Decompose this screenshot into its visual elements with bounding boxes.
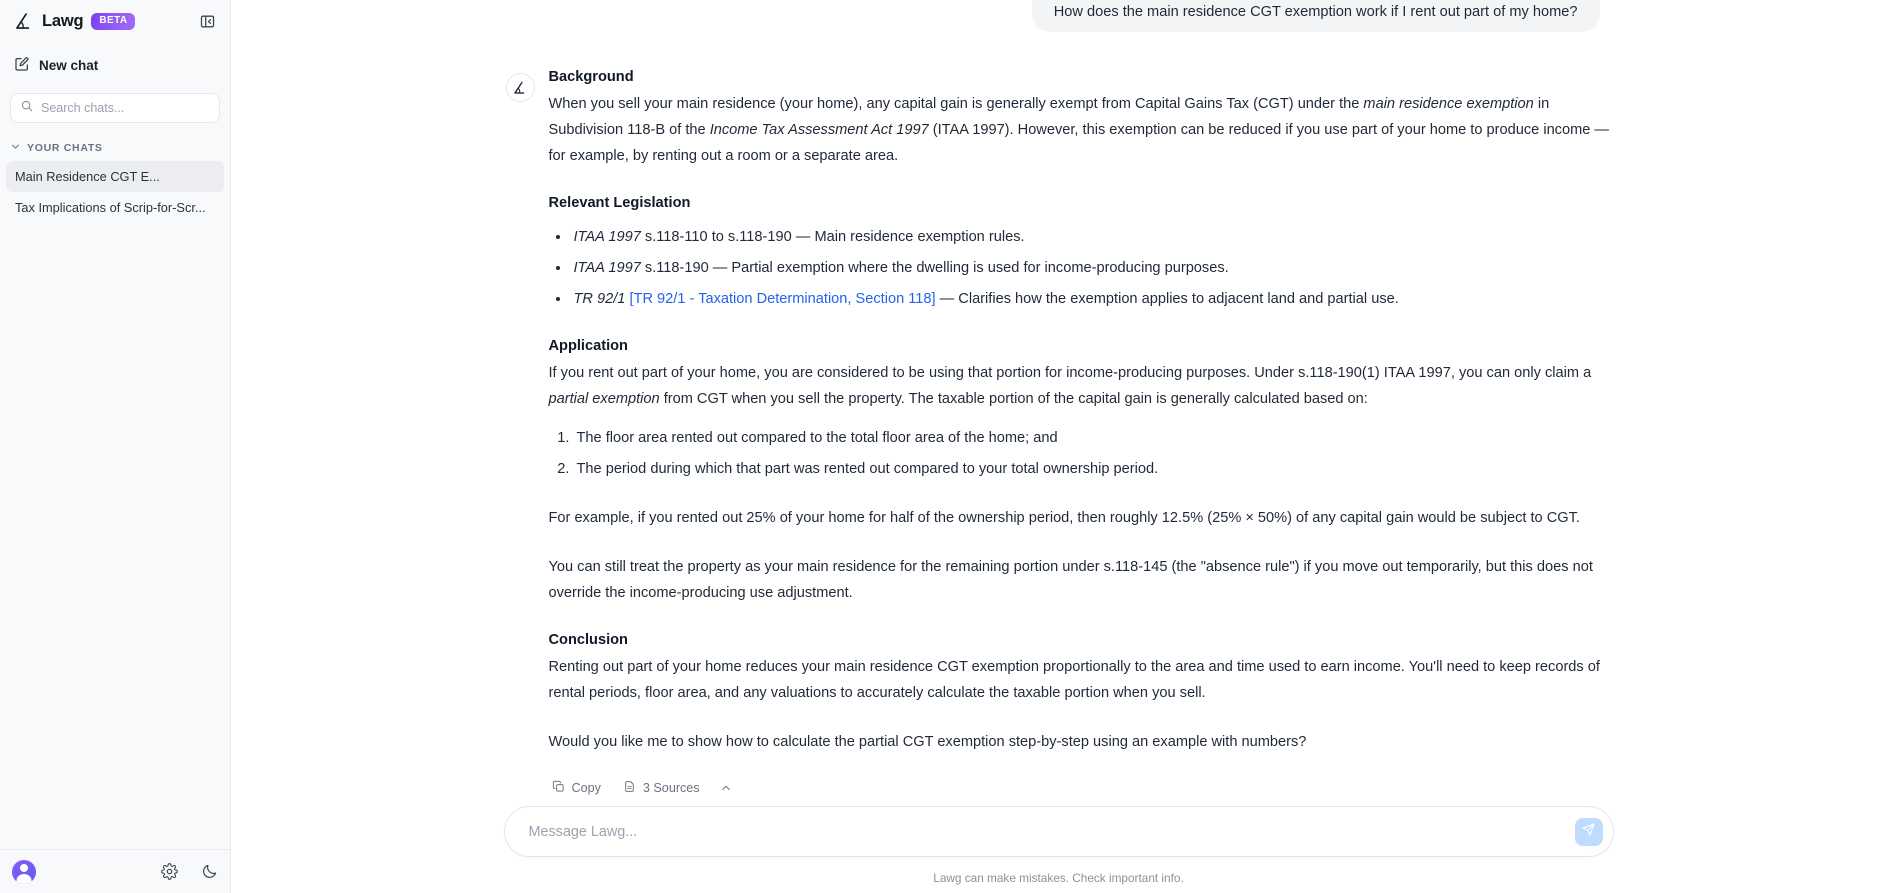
heading-conclusion: Conclusion	[548, 632, 628, 648]
sidebar-header	[0, 4, 230, 38]
compose-pencil-icon	[14, 56, 30, 75]
assistant-message-body	[549, 69, 1619, 800]
assistant-avatar-icon	[506, 73, 535, 102]
message-actions	[545, 776, 1619, 800]
search-box[interactable]	[10, 93, 220, 123]
chat-list-item-scrip-for-scrip[interactable]	[6, 192, 224, 223]
your-chats-section-header[interactable]	[10, 141, 220, 155]
send-button[interactable]	[1575, 818, 1603, 846]
your-chats-label: YOUR CHATS	[27, 142, 103, 154]
lawg-angle-logo-icon	[12, 10, 34, 32]
thread-inner	[494, 0, 1624, 800]
gear-icon[interactable]	[160, 863, 178, 881]
message-composer[interactable]	[504, 806, 1614, 857]
chat-list-item-main-residence[interactable]	[6, 161, 224, 192]
composer-area	[231, 806, 1886, 893]
paragraph-application	[549, 360, 1619, 412]
chevron-down-icon	[10, 141, 21, 155]
paragraph-background	[549, 91, 1619, 169]
legislation-list-item	[571, 255, 1619, 281]
composer-inner	[494, 806, 1624, 885]
moon-icon[interactable]	[200, 863, 218, 881]
sources-button[interactable]	[616, 776, 707, 800]
assistant-message-row	[494, 69, 1624, 800]
paragraph-followup-question: Would you like me to show how to calculate the partial CGT exemption step-by-step using an example with numbers?	[548, 734, 1307, 750]
legislation-citation: ITAA 1997	[573, 229, 641, 245]
sidebar	[0, 0, 231, 893]
chat-list	[0, 161, 230, 223]
message-input[interactable]	[529, 824, 1575, 840]
chat-item-label: Main Residence CGT E...	[15, 169, 160, 184]
heading-application: Application	[548, 338, 628, 354]
chevron-up-icon[interactable]	[715, 778, 737, 798]
legislation-list	[571, 224, 1619, 312]
legislation-text: s.118-110 to s.118-190 — Main residence exemption rules.	[640, 229, 1025, 245]
panel-collapse-icon[interactable]	[196, 10, 218, 32]
sidebar-footer	[0, 849, 230, 893]
send-paper-plane-icon	[1581, 822, 1596, 842]
heading-background: Background	[548, 69, 634, 85]
conversation-thread	[231, 0, 1886, 806]
new-chat-label: New chat	[39, 58, 99, 73]
sidebar-footer-actions	[160, 863, 218, 881]
copy-icon	[552, 780, 565, 796]
sources-label: 3 Sources	[642, 781, 700, 795]
calculation-basis-list	[574, 425, 1619, 482]
copy-label: Copy	[571, 781, 601, 795]
legislation-list-item	[571, 286, 1619, 312]
background-emphasis-2: Income Tax Assessment Act 1997	[709, 122, 929, 138]
user-message-bubble: How does the main residence CGT exemption work if I rent out part of my home?	[1032, 0, 1600, 32]
disclaimer-text: Lawg can make mistakes. Check important info.	[933, 871, 1184, 885]
search-input[interactable]	[41, 101, 210, 115]
legislation-list-item	[571, 224, 1619, 250]
legislation-text: s.118-190 — Partial exemption where the dwelling is used for income-producing purposes.	[640, 260, 1229, 276]
paragraph-absence-rule: You can still treat the property as your main residence for the remaining portion under s.118-145 (the "absence rule") if you move out temporarily, but this does not override the income-producing use adjustment.	[548, 559, 1593, 601]
application-text-a: If you rent out part of your home, you are considered to be using that portion for income-producing purposes. Under s.118-190(1) ITAA 1997, you can only claim a	[548, 365, 1592, 381]
calculation-basis-item: 1. The floor area rented out compared to the total floor area of the home; and	[574, 425, 1619, 451]
chat-item-label: Tax Implications of Scrip-for-Scr...	[15, 200, 206, 215]
heading-relevant-legislation: Relevant Legislation	[548, 195, 691, 211]
legislation-text: — Clarifies how the exemption applies to adjacent land and partial use.	[935, 291, 1399, 307]
search-icon	[20, 99, 34, 118]
user-message-row	[494, 0, 1624, 32]
application-text-b: from CGT when you sell the property. The taxable portion of the capital gain is generally calculated based on:	[659, 391, 1368, 407]
new-chat-button[interactable]	[12, 54, 218, 77]
copy-button[interactable]	[545, 776, 608, 800]
document-icon	[623, 780, 636, 796]
source-link-tr-92-1[interactable]: [TR 92/1 - Taxation Determination, Section 118]	[629, 291, 936, 307]
background-emphasis-1: main residence exemption	[1363, 96, 1534, 112]
legislation-citation: ITAA 1997	[573, 260, 641, 276]
application-emphasis: partial exemption	[548, 391, 660, 407]
main-content	[231, 0, 1886, 893]
beta-badge: BETA	[91, 13, 135, 30]
background-text-b: in Subdivision 118-B of the	[548, 96, 1550, 138]
sidebar-spacer	[0, 223, 230, 849]
paragraph-conclusion: Renting out part of your home reduces your main residence CGT exemption proportionally to the area and time used to earn income. You'll need to keep records of rental periods, floor area, and any valuations to accurately calculate the taxable portion when you sell.	[548, 659, 1600, 701]
paragraph-example: For example, if you rented out 25% of your home for half of the ownership period, then roughly 12.5% (25% × 50%) of any capital gain would be subject to CGT.	[548, 510, 1580, 526]
legislation-citation: TR 92/1	[573, 291, 626, 307]
calculation-basis-item: 2. The period during which that part was rented out compared to your total ownership period.	[574, 456, 1619, 482]
background-text-a: When you sell your main residence (your home), any capital gain is generally exempt from Capital Gains Tax (CGT) under the	[548, 96, 1364, 112]
background-text-c: (ITAA 1997). However, this exemption can be reduced if you use part of your home to produce income — for example, by renting out a room or a separate area.	[548, 122, 1610, 164]
user-avatar[interactable]	[12, 860, 36, 884]
brand-name: Lawg	[42, 11, 84, 30]
